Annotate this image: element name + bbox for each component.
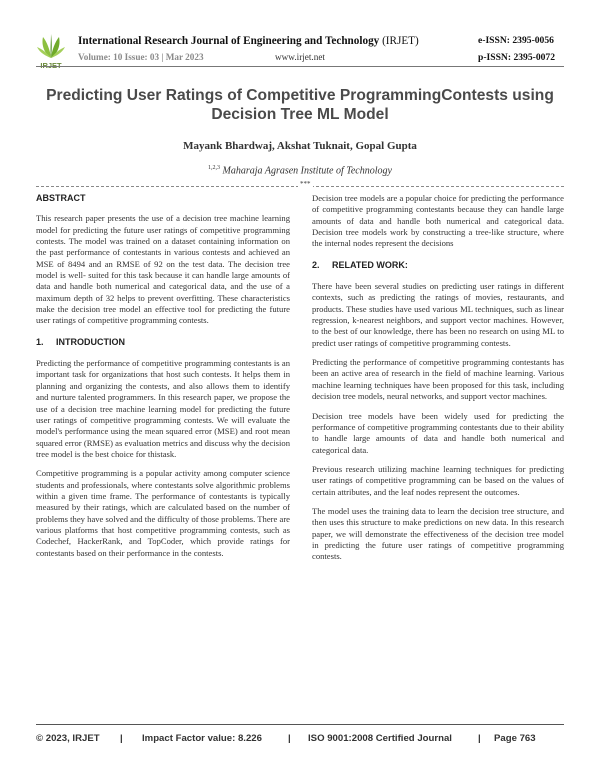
iso-certification: ISO 9001:2008 Certified Journal (308, 733, 452, 744)
svg-text:IRJET: IRJET (40, 61, 62, 70)
body-paragraph: Predicting the performance of competitive programming contestants has been an active area of research in the field of machine learning. Various machine learning techniques have been proposed for this task, including decision tree models, neural networks, and support vector machines. (312, 357, 564, 402)
p-issn: p-ISSN: 2395-0072 (478, 52, 556, 63)
paper-authors: Mayank Bhardwaj, Akshat Tuknait, Gopal Gupta (183, 140, 417, 152)
abstract-heading: ABSTRACT (36, 193, 86, 203)
page-number: Page 763 (494, 733, 536, 744)
section-separator: *** (36, 180, 564, 190)
body-paragraph: There have been several studies on predicting user ratings in different contexts, such as predicting the ratings of movies, restaurants, and products. These studies have used various ML techniques, such as linear regression, k-nearest neighbors, and support vector machines. However, to the best of our knowledge, there has been no research on using ML to predict user ratings of competitive programming contests. (312, 281, 564, 348)
right-column (312, 193, 564, 563)
journal-title: International Research Journal of Engineering and Technology (IRJET) (78, 35, 419, 47)
impact-factor: Impact Factor value: 8.226 (142, 733, 262, 744)
body-paragraph: Decision tree models are a popular choice for predicting the performance of competitive programming contestants because they can handle large amounts of data and handle both numerical and categorical data. Decision tree models work by constructing a tree-like structure, where the internal nodes represent the decisions (312, 193, 564, 249)
footer-separator: | (288, 733, 291, 744)
body-paragraph: Previous research utilizing machine learning techniques for predicting user ratings of competitive programming can be based on the values of certain attributes, and the leaf nodes represent the outcomes. (312, 463, 564, 497)
footer-separator: | (478, 733, 481, 744)
body-paragraph: The model uses the training data to learn the decision tree structure, and then uses this structure to make predictions on new data. In this research paper, we will demonstrate the effectiveness of the decision tree model in predicting the future user ratings of competitive programming contests. (312, 505, 564, 562)
intro-paragraph: Competitive programming is a popular activity among computer science students and professionals, where contestants solve algorithmic problems within a given time frame. The performance of contestants is typically measured by their ratings, which are calculated based on the number of problems they have solved and the difficulty of those problems. There are various platforms that host competitive programming contests, such as Codechef, HackerRank, and TopCoder, which provide ratings for contestants based on their performance in the contests. (36, 468, 290, 558)
footer-separator: | (120, 733, 123, 744)
volume-issue: Volume: 10 Issue: 03 | Mar 2023 (78, 52, 204, 62)
abstract-text: This research paper presents the use of a decision tree machine learning model for predicting the future user ratings of competitive programming contests. The model was trained on a dataset containing information on the past performance of contestants in various contests and achieved an MSE of 8494 and an RMSE of 92 on the test data. The decision tree model is well- suited for this task because it can handle large amounts of data and handle both numerical and categorical data, and the use of a maximum depth of 32 helps to prevent overfitting. These characteristics make the decision tree model an effective tool for predicting the future user ratings of competitive programming contests. (36, 213, 290, 326)
leaf-icon (34, 32, 68, 70)
header-rule (36, 66, 564, 67)
e-issn: e-ISSN: 2395-0056 (478, 35, 554, 46)
paper-title: Predicting User Ratings of Competitive ProgrammingContests using Decision Tree ML Model (46, 87, 554, 123)
journal-url[interactable]: www.irjet.net (275, 52, 325, 62)
left-column (36, 193, 290, 559)
related-work-heading: 2. RELATED WORK: (312, 259, 408, 270)
affiliation: $^{1,2,3}$ Maharaja Agrasen Institute of Technology (208, 165, 392, 177)
introduction-heading: 1. INTRODUCTION (36, 336, 125, 347)
intro-paragraph: Predicting the performance of competitive programming contestants is an important task for organizations that host such contests. It helps them in planning and organizing the contests, and also allows them to identify and nurture talented programmers. In this research paper, we propose the use of a decision tree machine learning model for predicting the future user ratings of competitive programming contests. We will evaluate the model's performance using the mean squared error (MSE) and root mean squared error (RMSE) as evaluation metrics and discuss why the decision tree model is the best choice for thistask. (36, 358, 290, 459)
body-paragraph: Decision tree models have been widely used for predicting the performance of competitive programming contestants due to their ability to handle large amounts of data and handle both numerical and categorical data. (312, 410, 564, 455)
footer-rule (36, 724, 564, 725)
copyright: © 2023, IRJET (36, 733, 100, 744)
journal-abbreviation: (IRJET) (382, 35, 419, 47)
journal-logo (34, 32, 68, 70)
